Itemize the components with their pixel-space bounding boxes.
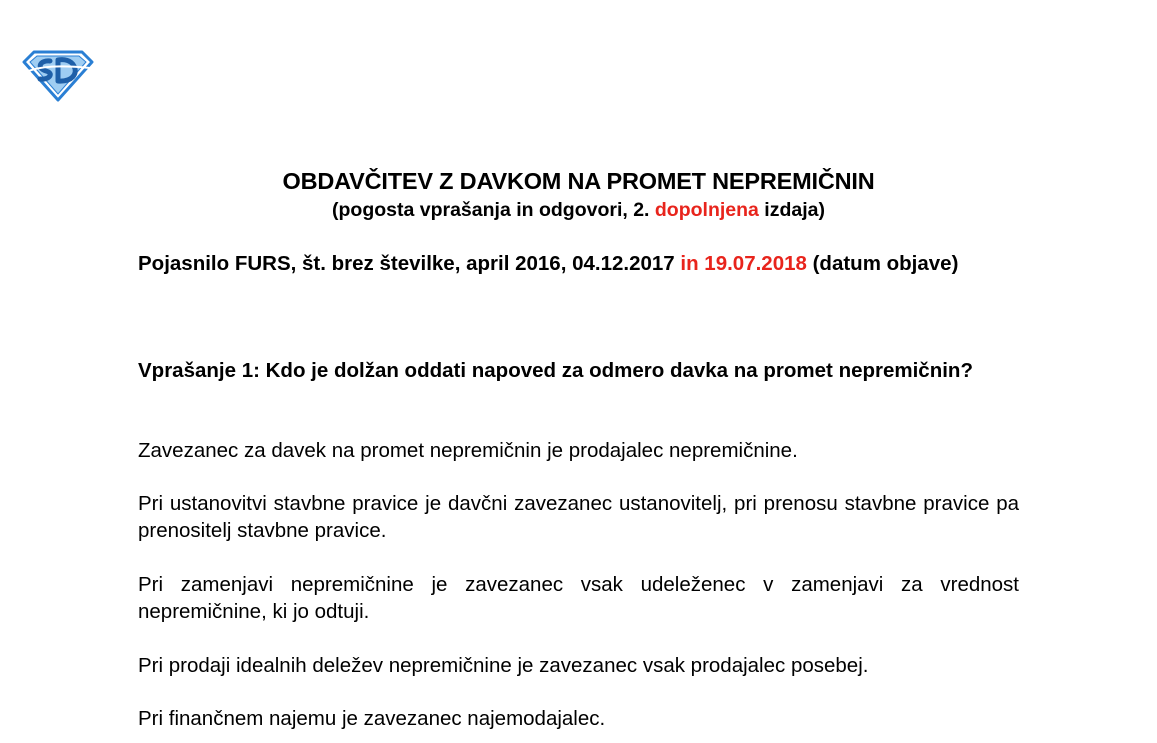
source-part2: (datum objave) <box>806 252 959 275</box>
source-part1: Pojasnilo FURS, št. brez številke, april 2016, 04.12.2017 <box>138 252 681 275</box>
source-highlight: in 19.07.2018 <box>680 252 807 275</box>
question-heading: Vprašanje 1: Kdo je dolžan oddati napoved za odmero davka na promet nepremičnin? <box>138 359 973 382</box>
answer-paragraph: Pri ustanovitvi stavbne pravice je davčni zavezanec ustanovitelj, pri prenosu stavbne pravice pa prenositelj stavbne pravice. <box>138 492 1019 542</box>
source-line <box>138 250 1019 277</box>
answer-paragraph: Pri finančnem najemu je zavezanec najemodajalec. <box>138 707 606 730</box>
document-title: OBDAVČITEV Z DAVKOM NA PROMET NEPREMIČNIN <box>282 168 875 194</box>
subtitle-part1: (pogosta vprašanja in odgovori, 2. <box>332 199 655 221</box>
sd-logo-icon <box>20 48 96 104</box>
answer-paragraph: Zavezanec za davek na promet nepremičnin je prodajalec nepremičnine. <box>138 439 798 462</box>
answer-paragraph: Pri prodaji idealnih deležev nepremičnine je zavezanec vsak prodajalec posebej. <box>138 654 869 677</box>
subtitle-highlight: dopolnjena <box>654 199 759 221</box>
document-subtitle <box>0 198 1157 222</box>
answer-paragraph: Pri zamenjavi nepremičnine je zavezanec vsak udeleženec v zamenjavi za vrednost nepremičnine, ki jo odtuji. <box>138 573 1019 623</box>
subtitle-part2: izdaja) <box>758 199 825 221</box>
